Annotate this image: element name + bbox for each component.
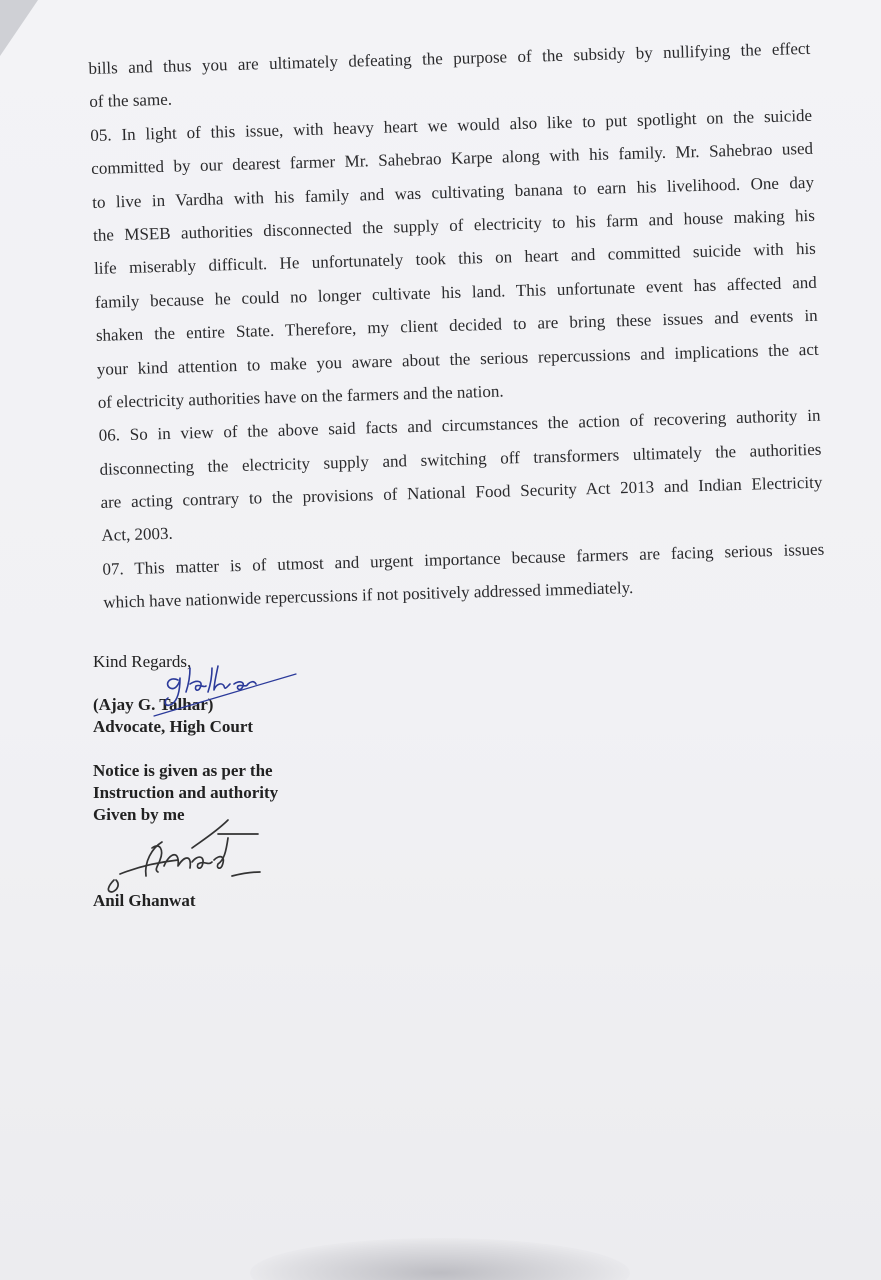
letter-line: of electricity authorities have on the farmers and the nation. <box>97 381 504 412</box>
advocate-signature <box>150 658 300 718</box>
letter-line: Act, 2003. <box>101 524 174 546</box>
letter-line: bills and thus you are ultimately defeating the purpose of the subsidy by nullifying the effect <box>88 38 811 78</box>
letter-line: of the same. <box>89 90 173 112</box>
letter-line: are acting contrary to the provisions of National Food Security Act 2013 and Indian Electricity <box>100 472 823 512</box>
client-name: Anil Ghanwat <box>93 891 196 910</box>
notice-line-3: Given by me <box>93 805 185 824</box>
letter-line: family because he could no longer cultivate his land. This unfortunate event has affected and <box>94 272 817 312</box>
notice-line-1: Notice is given as per the <box>93 761 273 780</box>
letter-line: life miserably difficult. He unfortunately took this on heart and committed suicide with his <box>93 239 817 279</box>
letter-line: 07. This matter is of utmost and urgent importance because farmers are facing serious issues <box>102 539 825 579</box>
letter-line: disconnecting the electricity supply and switching off transformers ultimately the authorities <box>99 439 822 479</box>
letter-line: 06. So in view of the above said facts and circumstances the action of recovering authority in <box>98 405 821 446</box>
salutation: Kind Regards, <box>93 652 192 671</box>
camera-shadow <box>250 1238 630 1280</box>
letter-line: committed by our dearest farmer Mr. Sahebrao Karpe along with his family. Mr. Sahebrao used <box>90 138 814 179</box>
letter-body <box>88 32 826 620</box>
advocate-name: (Ajay G. Talhar) <box>93 695 214 714</box>
notice-line-2: Instruction and authority <box>93 783 279 802</box>
letter-line: your kind attention to make you aware about the serious repercussions and implications the act <box>96 339 819 379</box>
letter-line: which have nationwide repercussions if not positively addressed immediately. <box>103 578 634 613</box>
letter-line: to live in Vardha with his family and was cultivating banana to earn his livelihood. One day <box>91 172 815 212</box>
letter-line: 05. In light of this issue, with heavy heart we would also like to put spotlight on the suicide <box>90 105 813 145</box>
letter-line: the MSEB authorities disconnected the supply of electricity to his farm and house making his <box>92 205 816 245</box>
page-corner-shadow <box>0 0 38 56</box>
advocate-title: Advocate, High Court <box>93 717 254 736</box>
letter-line: shaken the entire State. Therefore, my client decided to are bring these issues and events in <box>95 305 818 346</box>
client-signature <box>100 812 270 902</box>
